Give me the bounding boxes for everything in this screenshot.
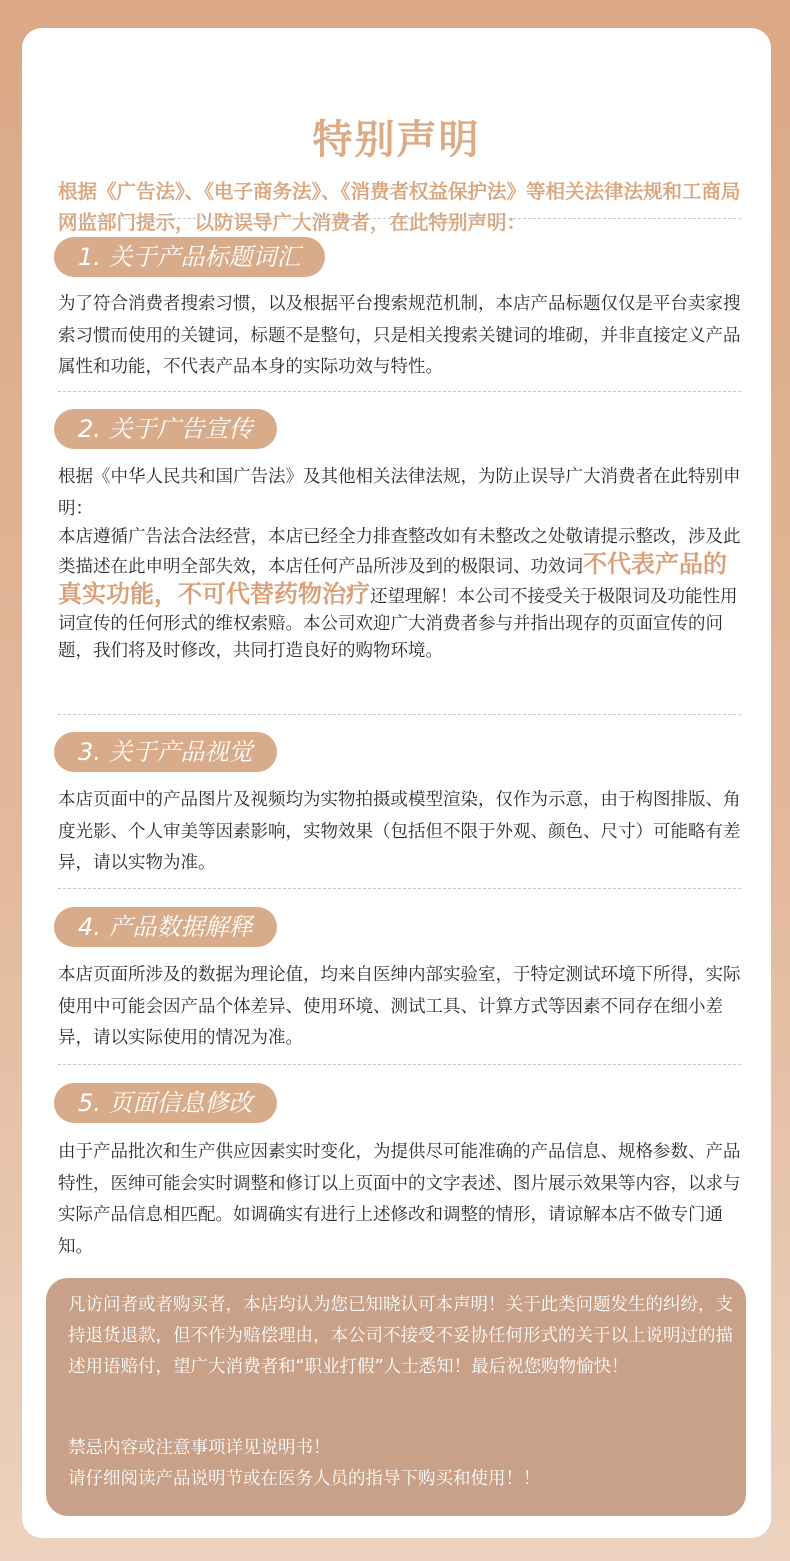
section-3-heading: 3. 关于产品视觉 — [54, 732, 277, 772]
section-4-text: 本店页面所涉及的数据为理论值，均来自医绅内部实验室，于特定测试环境下所得，实际使用中可能会因产品个体差异、使用环境、测试工具、计算方式等因素不同存在细小差异，请以实际使用的情况为准。 — [58, 965, 741, 1048]
footer-paragraph: 凡访问者或者购买者，本店均认为您已知晓认可本声明！关于此类问题发生的纠纷，支持退货退款，但不作为赔偿理由，本公司不接受不妥协任何形式的关于以上说明过的描述用语赔付，望广大消费者和“职业打假”人士悉知！最后祝您购物愉快！ — [68, 1295, 733, 1377]
section-2-heading: 2. 关于广告宣传 — [54, 409, 277, 449]
section-2-emphasis: 不代表产品的真实功能，不可代替药物治疗 — [58, 550, 727, 608]
section-5-text: 由于产品批次和生产供应因素实时变化，为提供尽可能准确的产品信息、规格参数、产品特性，医绅可能会实时调整和修订以上页面中的文字表述、图片展示效果等内容，以求与实际产品信息相匹配。如调确实有进行上述修改和调整的情形，请谅解本店不做专门通知。 — [58, 1142, 741, 1257]
section-2-text-b-lead: 本店遵循广告法合法经营，本店已经全力排查整改如有未整改之处敬请提示整改，涉及此类描述在此申明全部失效，本店任何产品所涉及到的极限词、功效词 — [58, 527, 741, 577]
page-title: 特别声明 — [312, 117, 481, 163]
statement-card — [22, 28, 771, 1538]
section-4-heading: 4. 产品数据解释 — [54, 907, 277, 947]
footer-line-1: 禁忌内容或注意事项详见说明书！ — [68, 1438, 331, 1458]
section-2-text-a: 根据《中华人民共和国广告法》及其他相关法律法规，为防止误导广大消费者在此特别申明： — [58, 467, 741, 519]
section-3-text: 本店页面中的产品图片及视频均为实物拍摄或模型渲染，仅作为示意，由于构图排版、角度光影、个人审美等因素影响，实物效果（包括但不限于外观、颜色、尺寸）可能略有差异，请以实物为准。 — [58, 790, 741, 873]
intro-text: 根据《广告法》、《电子商务法》、《消费者权益保护法》等相关法律法规和工商局网监部门提示，以防误导广大消费者，在此特别声明： — [58, 180, 741, 234]
section-1-heading: 1. 关于产品标题词汇 — [54, 237, 325, 277]
section-5-heading: 5. 页面信息修改 — [54, 1083, 277, 1123]
divider — [58, 1064, 741, 1065]
footer-line-2: 请仔细阅读产品说明节或在医务人员的指导下购买和使用！！ — [68, 1469, 541, 1489]
divider — [58, 391, 741, 392]
divider — [58, 888, 741, 889]
footer-notice — [46, 1278, 746, 1516]
section-2-text-c: 还望理解！本公司不接受关于极限词及功能性用词宣传的任何形式的维权索赔。本公司欢迎广大消费者参与并指出现存的页面宣传的问题，我们将及时修改，共同打造良好的购物环境。 — [58, 587, 738, 661]
section-1-text: 为了符合消费者搜索习惯，以及根据平台搜索规范机制，本店产品标题仅仅是平台卖家搜索习惯而使用的关键词，标题不是整句，只是相关搜索关键词的堆砌，并非直接定义产品属性和功能，不代表产品本身的实际功效与特性。 — [58, 294, 741, 377]
divider — [58, 218, 741, 219]
divider — [58, 714, 741, 715]
section-2-text-b — [58, 524, 744, 665]
